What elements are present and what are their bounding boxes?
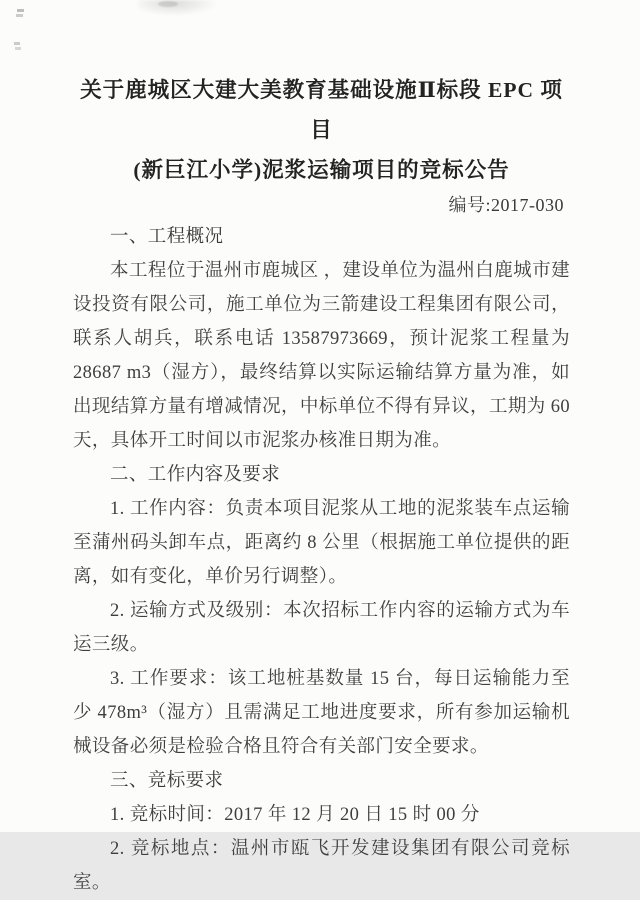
document-number: 编号:2017-030: [448, 195, 564, 215]
section-heading-2: 二、工作内容及要求: [110, 465, 281, 485]
paragraph-bid-location: 2. 竞标地点：温州市瓯飞开发建设集团有限公司竞标室。: [73, 839, 570, 893]
scan-speck-top-left: [17, 9, 24, 12]
paragraph-transport-mode: 2. 运输方式及级别：本次招标工作内容的运输方式为车运三级。: [73, 601, 570, 655]
paragraph-work-content: 1. 工作内容：负责本项目泥浆从工地的泥浆装车点运输至蒲州码头卸车点，距离约 8 公里（根据施工单位提供的距离，如有变化，单价另行调整）。: [73, 499, 570, 587]
document-title-line-1: 关于鹿城区大建大美教育基础设施Ⅱ标段 EPC 项目: [80, 78, 563, 142]
paragraph-bid-time: 1. 竞标时间：2017 年 12 月 20 日 15 时 00 分: [110, 805, 480, 825]
document-title: [73, 70, 570, 190]
section-heading-1: 一、工程概况: [110, 227, 224, 247]
scan-speck-left: [14, 42, 20, 45]
paragraph-work-requirements: 3. 工作要求：该工地桩基数量 15 台，每日运输能力至少 478m³（湿方）且需满足工地进度要求，所有参加运输机械设备必须是检验合格且符合有关部门安全要求。: [73, 669, 570, 757]
section-heading-3: 三、竞标要求: [110, 771, 224, 791]
document-title-line-2: (新巨江小学)泥浆运输项目的竞标公告: [133, 158, 510, 182]
document-content: [73, 0, 570, 900]
paragraph-project-overview: 本工程位于温州市鹿城区 ，建设单位为温州白鹿城市建设投资有限公司，施工单位为三箭建设工程集团有限公司，联系人胡兵，联系电话 13587973669，预计泥浆工程量为 28687 m3（湿方），最终结算以实际运输结算方量为准，如出现结算方量有增减情况，中标单位不得有异议，工期为 60 天，具体开工时间以市泥浆办核准日期为准。: [73, 261, 570, 451]
